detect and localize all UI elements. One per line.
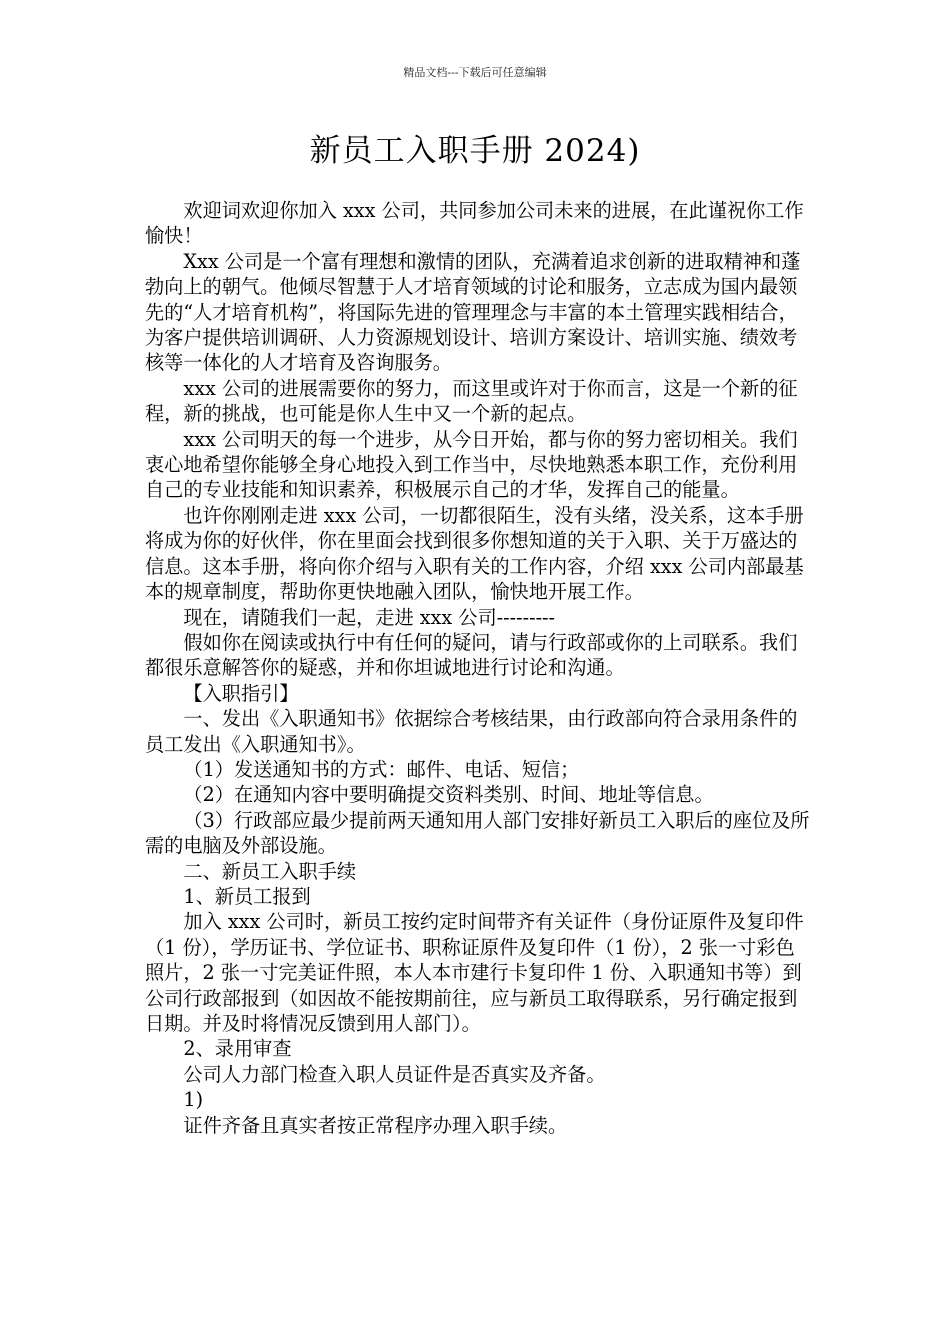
paragraph-questions: 假如你在阅读或执行中有任何的疑问，请与行政部或你的上司联系。我们都很乐意解答你的疑惑，并和你坦诚地进行讨论和沟通。	[145, 630, 798, 680]
list-item-notice-method: （1）发送通知书的方式：邮件、电话、短信；	[183, 757, 580, 781]
section-heading-onboarding-procedures: 二、新员工入职手续	[183, 859, 357, 883]
paragraph-complete-documents: 证件齐备且真实者按正常程序办理入职手续。	[183, 1113, 568, 1137]
paragraph-development: xxx 公司的进展需要你的努力，而这里或许对于你而言，这是一个新的征程，新的挑战，也可能是你人生中又一个新的起点。	[145, 376, 798, 426]
paragraph-report-details: 加入 xxx 公司时，新员工按约定时间带齐有关证件（身份证原件及复印件（1 份），学历证书、学位证书、职称证原件及复印件（1 份），2 张一寸彩色照片，2 张一寸完美证件照，本人本市建行卡复印件 1 份、入职通知书等）到公司行政部报到（如因故不能按期前往，应与新员工取得联系，另行确定报到日期。并及时将情况反馈到用人部门）。	[145, 910, 804, 1035]
paragraph-review-details: 公司人力部门检查入职人员证件是否真实及齐备。	[183, 1062, 606, 1086]
subsection-heading-report: 1、新员工报到	[183, 884, 311, 908]
list-item-notice-content: （2）在通知内容中要明确提交资料类别、时间、地址等信息。	[183, 783, 714, 807]
document-title: 新员工入职手册 2024)	[309, 133, 641, 169]
subsection-heading-review: 2、录用审查	[183, 1037, 292, 1061]
list-marker-1: 1)	[183, 1088, 204, 1112]
paragraph-welcome: 欢迎词欢迎你加入 xxx 公司，共同参加公司未来的进展，在此谨祝你工作愉快！	[145, 199, 804, 248]
paragraph-invitation: 现在，请随我们一起，走进 xxx 公司---------	[183, 605, 556, 629]
section-heading-onboarding-guide: 【入职指引】	[183, 681, 299, 705]
paragraph-handbook: 也许你刚刚走进 xxx 公司，一切都很陌生，没有头绪，没关系，这本手册将成为你的好伙伴，你在里面会找到很多你想知道的关于入职、关于万盛达的信息。这本手册，将向你介绍与入职有关的工作内容，介绍 xxx 公司内部最基本的规章制度，帮助你更快地融入团队，愉快地开展工作。	[145, 503, 804, 604]
paragraph-progress: xxx 公司明天的每一个进步，从今日开始，都与你的努力密切相关。我们衷心地希望你能够全身心地投入到工作当中，尽快地熟悉本职工作，充份利用自己的专业技能和知识素养，积极展示自己的才华，发挥自己的能量。	[145, 427, 798, 502]
page-header-note: 精品文档---下载后可任意编辑	[403, 66, 547, 79]
document-body	[145, 198, 813, 1138]
list-item-notice-department: （3）行政部应最少提前两天通知用人部门安排好新员工入职后的座位及所需的电脑及外部设施。	[145, 808, 810, 858]
paragraph-company-intro: Xxx 公司是一个富有理想和激情的团队，充满着追求创新的进取精神和蓬勃向上的朝气。他倾尽智慧于人才培育领域的讨论和服务，立志成为国内最领先的“人才培育机构”，将国际先进的管理理念与丰富的本土管理实践相结合，为客户提供培训调研、人力资源规划设计、培训方案设计、培训实施、绩效考核等一体化的人才培育及咨询服务。	[145, 249, 801, 375]
paragraph-offer-letter: 一、发出《入职通知书》依据综合考核结果，由行政部向符合录用条件的员工发出《入职通知书》。	[145, 707, 798, 756]
